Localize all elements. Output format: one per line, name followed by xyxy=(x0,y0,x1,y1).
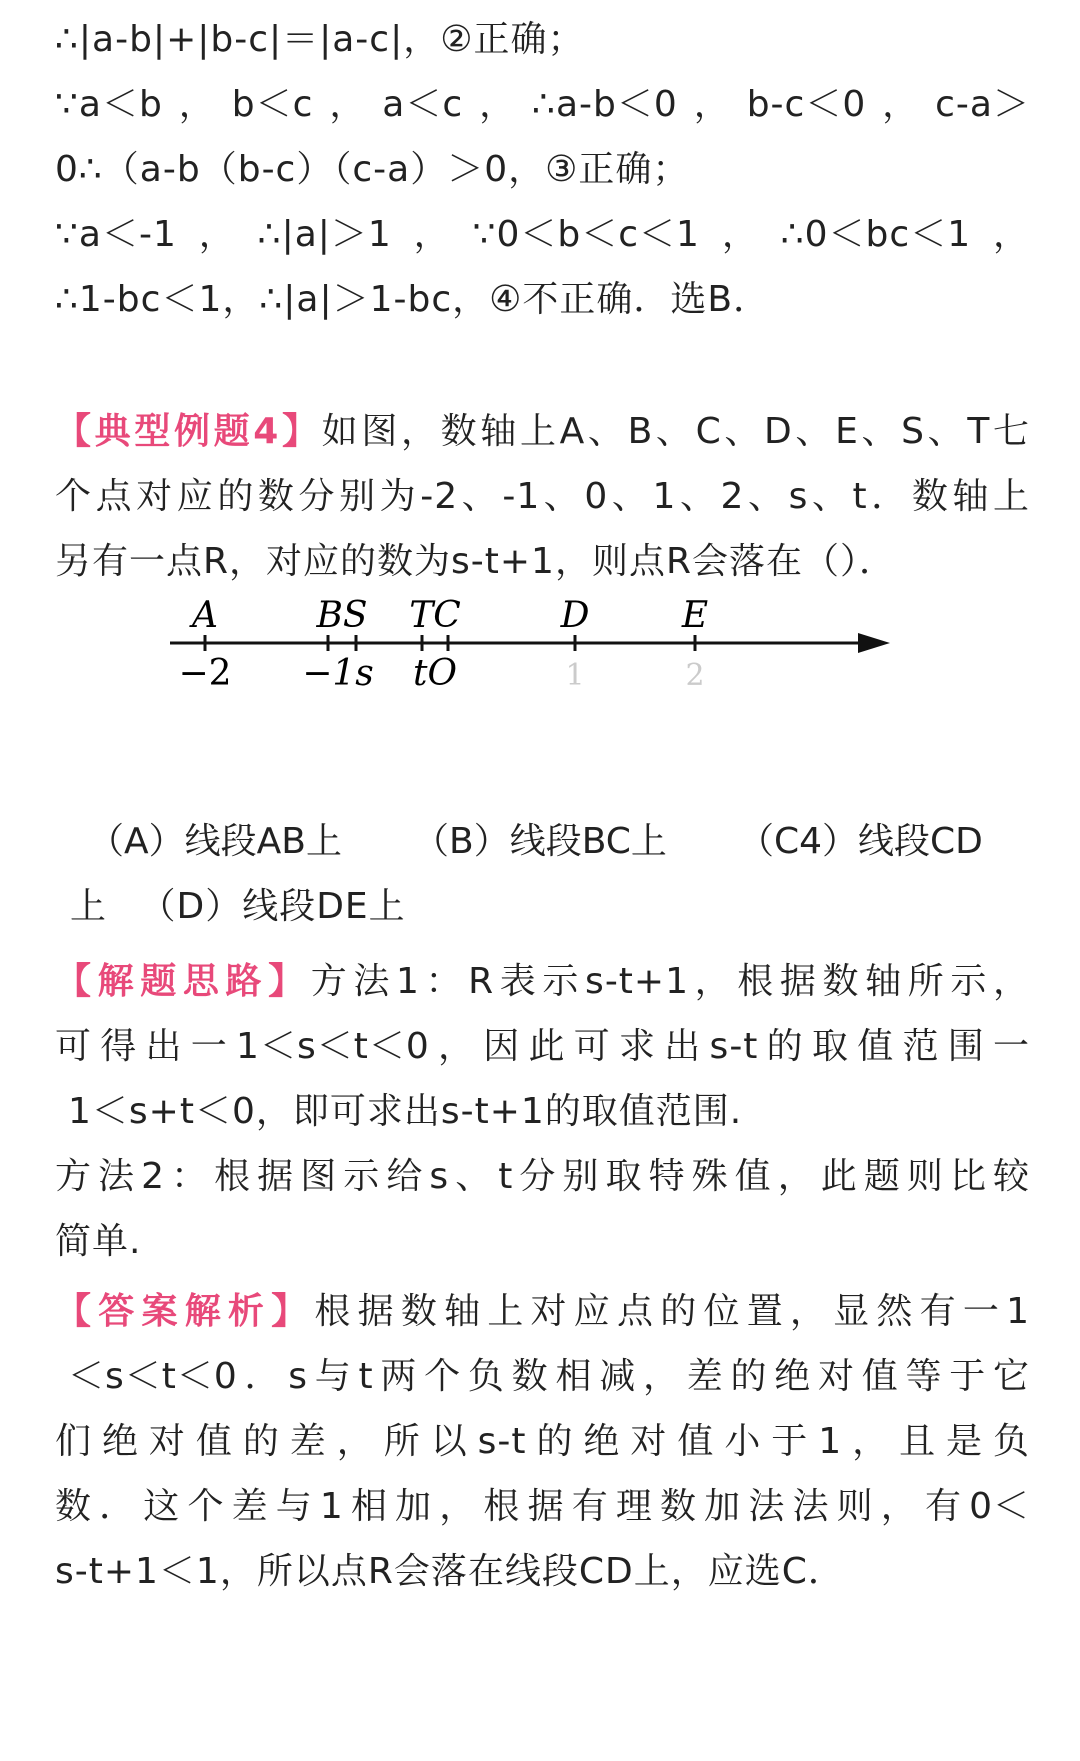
label-minus-2: −2 xyxy=(178,653,232,694)
example-line-2: 个点对应的数分别为-2、-1、0、1、2、s、t．数轴上 xyxy=(55,476,1030,517)
axis-arrow-icon xyxy=(858,633,890,653)
idea-line-3: 1＜s+t＜0，即可求出s-t+1的取值范围. xyxy=(68,1091,743,1132)
idea-tag: 【解题思路】 xyxy=(55,961,311,1002)
idea-text-1: 方法1：R表示s-t+1，根据数轴所示， xyxy=(310,961,1030,1002)
label-D: D xyxy=(560,595,590,636)
option-c-continued: 上 xyxy=(70,886,108,927)
solution-line-3: 0∴（a-b（b-c）（c-a）＞0，③正确； xyxy=(55,149,690,190)
solution-line-4: ∵a＜-1，∴|a|＞1，∵0＜b＜c＜1，∴0＜bc＜1， xyxy=(55,214,1030,255)
option-c: （C4）线段CD xyxy=(738,821,983,862)
label-BS: BS xyxy=(316,595,368,636)
label-E: E xyxy=(681,595,709,636)
answer-tag: 【答案解析】 xyxy=(55,1291,315,1332)
example-line-1 xyxy=(55,410,1030,454)
label-t-O: tO xyxy=(413,653,457,694)
label-minus-1-s: −1s xyxy=(302,653,374,694)
answer-line-5: s-t+1＜1，所以点R会落在线段CD上，应选C． xyxy=(55,1551,845,1592)
solution-line-1: ∴|a-b|+|b-c|＝|a-c|，②正确； xyxy=(55,19,585,60)
idea-line-4: 方法2：根据图示给s、t分别取特殊值，此题则比较 xyxy=(55,1156,1030,1197)
answer-line-4: 数．这个差与1相加，根据有理数加法法则，有0＜ xyxy=(55,1486,1030,1527)
answer-line-1 xyxy=(55,1290,1030,1334)
idea-line-1 xyxy=(55,960,1030,1004)
label-2-faded: 2 xyxy=(685,658,705,693)
answer-line-3: 们绝对值的差，所以s-t的绝对值小于1，且是负 xyxy=(55,1421,1030,1462)
option-a: （A）线段AB上 xyxy=(88,821,342,862)
label-1-faded: 1 xyxy=(565,658,585,693)
option-d: （D）线段DE上 xyxy=(139,886,406,927)
idea-line-5: 简单. xyxy=(55,1221,142,1262)
answer-text-1: 根据数轴上对应点的位置，显然有一1 xyxy=(314,1291,1030,1332)
example-line-3: 另有一点R，对应的数为s-t+1，则点R会落在（）． xyxy=(55,541,896,582)
example-tag: 【典型例题4】 xyxy=(55,411,322,452)
label-TC: TC xyxy=(409,595,461,636)
idea-line-2: 可得出一1＜s＜t＜0，因此可求出s-t的取值范围一 xyxy=(55,1026,1030,1067)
number-line-figure xyxy=(150,585,910,705)
example-text-1: 如图，数轴上A、B、C、D、E、S、T七 xyxy=(321,411,1030,452)
solution-line-5: ∴1-bc＜1，∴|a|＞1-bc，④不正确．选B． xyxy=(55,279,771,320)
answer-line-2: ＜s＜t＜0．s与t两个负数相减，差的绝对值等于它 xyxy=(68,1356,1030,1397)
solution-line-2: ∵a＜b，b＜c，a＜c，∴a-b＜0，b-c＜0，c-a＞ xyxy=(55,84,1030,125)
options-line-2 xyxy=(70,885,1045,929)
option-b: （B）线段BC上 xyxy=(413,821,667,862)
label-A: A xyxy=(192,595,218,636)
